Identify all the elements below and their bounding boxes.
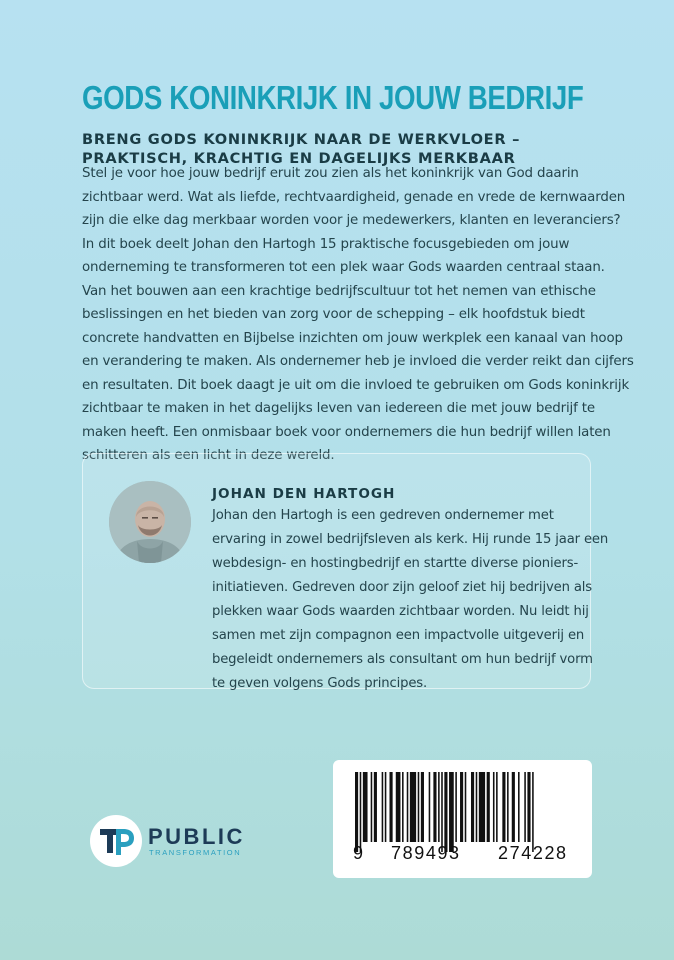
barcode-bar bbox=[512, 772, 515, 842]
blurb-line: zichtbaar werd. Wat als liefde, rechtvaardigheid, genade en vrede de kernwaarden bbox=[82, 189, 626, 205]
barcode-bar bbox=[527, 772, 530, 842]
subtitle-line: BRENG GODS KONINKRIJK NAAR DE WERKVLOER – bbox=[82, 131, 521, 148]
barcode-bar bbox=[524, 772, 526, 842]
blurb-line: Stel je voor hoe jouw bedrijf eruit zou zien als het koninkrijk van God daarin bbox=[82, 166, 579, 181]
barcode-bar bbox=[493, 772, 495, 842]
author-bio-line: initiatieven. Gedreven door zijn geloof ziet hij bedrijven als bbox=[212, 580, 592, 595]
barcode-bar bbox=[460, 772, 463, 842]
barcode-bar bbox=[471, 772, 474, 842]
publisher-name: PUBLIC bbox=[148, 824, 245, 849]
barcode-bar bbox=[465, 772, 467, 842]
barcode-bar bbox=[355, 772, 358, 852]
barcode-bar bbox=[382, 772, 384, 842]
barcode-bar bbox=[371, 772, 373, 842]
author-bio-line: ervaring in zowel bedrijfsleven als kerk. Hij runde 15 jaar een bbox=[212, 532, 609, 547]
barcode-bar bbox=[363, 772, 368, 842]
barcode-bar bbox=[441, 772, 443, 852]
barcode-bar bbox=[496, 772, 498, 842]
barcode-bar bbox=[429, 772, 431, 842]
barcode-bar bbox=[438, 772, 440, 842]
barcode-bar bbox=[402, 772, 404, 842]
barcode-bar bbox=[433, 772, 436, 842]
barcode-bar bbox=[421, 772, 424, 842]
blurb-line: beslissingen en het bieden van zorg voor de schepping – elk hoofdstuk biedt bbox=[82, 307, 585, 322]
barcode-bar bbox=[389, 772, 392, 842]
author-bio-line: Johan den Hartogh is een gedreven ondernemer met bbox=[212, 508, 554, 523]
book-title: GODS KONINKRIJK IN JOUW BEDRIJF bbox=[82, 79, 584, 116]
barcode-lead-digit: 9 bbox=[353, 843, 364, 863]
barcode-bar bbox=[449, 772, 454, 852]
barcode-bar bbox=[518, 772, 520, 842]
barcode-icon bbox=[349, 772, 579, 852]
barcode-bar bbox=[532, 772, 534, 852]
barcode-bar bbox=[418, 772, 420, 842]
publisher-logo-icon bbox=[90, 815, 142, 867]
barcode-bar bbox=[374, 772, 377, 842]
blurb-line: concrete handvatten en Bijbelse inzichten om jouw werkplek een kanaal van hoop bbox=[82, 330, 623, 346]
author-portrait-icon bbox=[109, 481, 191, 563]
blurb-line: en resultaten. Dit boek daagt je uit om die invloed te gebruiken om Gods koninkrijk bbox=[82, 377, 630, 393]
barcode-group-2: 274228 bbox=[498, 843, 568, 863]
blurb-text bbox=[82, 162, 634, 468]
author-bio-line: te geven volgens Gods principes. bbox=[212, 676, 428, 691]
publisher-tagline: TRANSFORMATION bbox=[149, 848, 242, 857]
author-name: JOHAN DEN HARTOGH bbox=[212, 486, 396, 502]
barcode-bar bbox=[479, 772, 485, 842]
publisher-logo bbox=[90, 815, 250, 867]
subtitle-line: PRAKTISCH, KRACHTIG EN DAGELIJKS MERKBAAR bbox=[82, 150, 516, 167]
blurb-line: In dit boek deelt Johan den Hartogh 15 praktische focusgebieden om jouw bbox=[82, 236, 570, 252]
author-bio-line: samen met zijn compagnon een impactvolle uitgeverij en bbox=[212, 628, 585, 643]
blurb-line: schitteren als een licht in deze wereld. bbox=[82, 448, 335, 463]
barcode-bar bbox=[455, 772, 457, 842]
barcode-bar bbox=[444, 772, 447, 852]
barcode-group-1: 789493 bbox=[391, 843, 461, 863]
blurb-line: en verandering te maken. Als ondernemer heb je invloed die verder reikt dan cijfers bbox=[82, 354, 634, 369]
barcode-bar bbox=[410, 772, 416, 842]
author-bio-line: plekken waar Gods waarden zichtbaar worden. Nu leidt hij bbox=[212, 604, 589, 619]
barcode-bar bbox=[507, 772, 509, 842]
blurb-line: zijn die elke dag merkbaar worden voor je medewerkers, klanten en leveranciers? bbox=[82, 213, 621, 228]
barcode-bar bbox=[487, 772, 490, 842]
barcode-bar bbox=[396, 772, 401, 842]
blurb-line: onderneming te transformeren tot een plek waar Gods waarden centraal staan. bbox=[82, 260, 605, 275]
blurb-line: zichtbaar te maken in het dagelijks leven van iedereen die met jouw bedrijf te bbox=[82, 401, 595, 416]
author-bio-line: webdesign- en hostingbedrijf en startte diverse pioniers- bbox=[212, 556, 579, 571]
blurb-line: Van het bouwen aan een krachtige bedrijfscultuur tot het nemen van ethische bbox=[82, 283, 596, 299]
blurb-line: maken heeft. Een onmisbaar boek voor ondernemers die hun bedrijf willen laten bbox=[82, 424, 611, 440]
barcode-bar bbox=[360, 772, 362, 852]
barcode-bar bbox=[385, 772, 387, 842]
author-bio bbox=[212, 504, 609, 696]
barcode-bar bbox=[476, 772, 478, 842]
barcode-bar bbox=[407, 772, 409, 842]
author-bio-line: begeleidt ondernemers als consultant om hun bedrijf vorm bbox=[212, 652, 593, 667]
barcode-bar bbox=[502, 772, 505, 842]
barcode-digits bbox=[347, 843, 583, 863]
author-card bbox=[82, 453, 609, 691]
author-avatar bbox=[109, 481, 191, 563]
isbn-barcode bbox=[333, 760, 592, 878]
